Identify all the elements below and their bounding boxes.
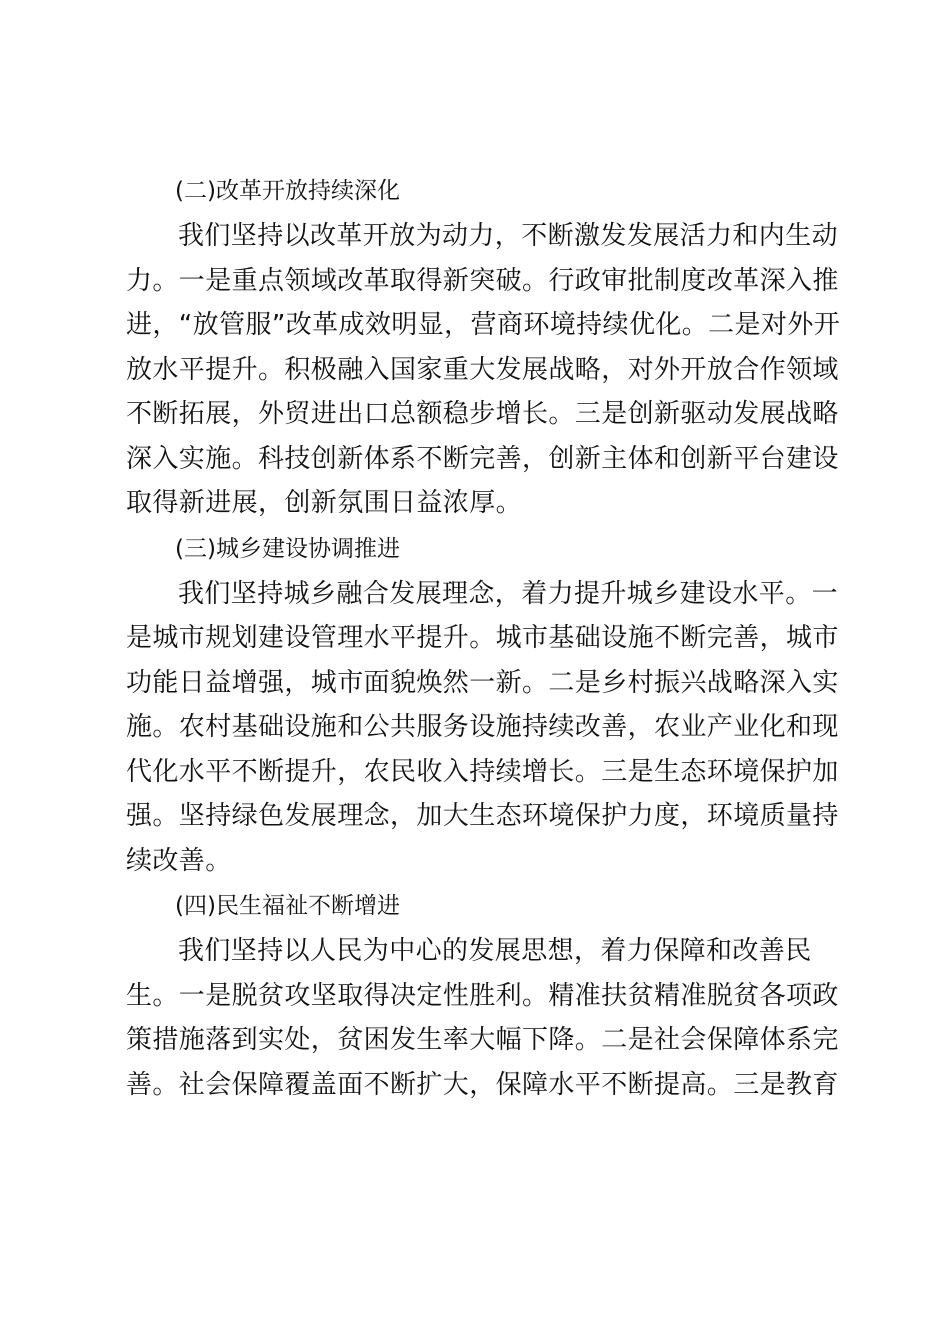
document-body: [126, 168, 841, 1107]
paragraph-reform-opening: [126, 214, 841, 526]
paragraph-line: 续改善。: [126, 845, 232, 876]
paragraph-line: 放水平提升。积极融入国家重大发展战略，对外开放合作领域: [126, 354, 839, 385]
paragraph-line: 我们坚持以改革开放为动力，不断激发发展活力和内生动: [178, 221, 839, 251]
paragraph-line: 功能日益增强，城市面貌焕然一新。二是乡村振兴战略深入实: [126, 667, 839, 698]
paragraph-livelihood: [126, 929, 839, 1107]
paragraph-line: 生。一是脱贫攻坚取得决定性胜利。精准扶贫精准脱贫各项政: [126, 980, 839, 1011]
paragraph-line: 深入实施。科技创新体系不断完善，创新主体和创新平台建设: [126, 443, 839, 474]
section-heading-livelihood: (四)民生福祉不断增进: [175, 893, 400, 919]
paragraph-line: 是城市规划建设管理水平提升。城市基础设施不断完善，城市: [126, 623, 839, 653]
paragraph-line: 我们坚持城乡融合发展理念，着力提升城乡建设水平。一: [178, 578, 839, 609]
paragraph-line: 强。坚持绿色发展理念，加大生态环境保护力度，环境质量持: [126, 801, 839, 831]
paragraph-line: 策措施落到实处，贫困发生率大幅下降。二是社会保障体系完: [126, 1025, 839, 1055]
paragraph-urban-rural: [126, 572, 839, 884]
section-heading-urban-rural: (三)城乡建设协调推进: [175, 535, 400, 562]
section-heading-reform-opening: (二)改革开放持续深化: [175, 178, 400, 204]
paragraph-line: 代化水平不断提升，农民收入持续增长。三是生态环境保护加: [126, 756, 839, 787]
paragraph-line: 不断拓展，外贸进出口总额稳步增长。三是创新驱动发展战略: [126, 399, 839, 429]
paragraph-line: 力。一是重点领域改革取得新突破。行政审批制度改革深入推: [126, 265, 839, 296]
paragraph-line: 进，“放管服”改革成效明显，营商环境持续优化。二是对外开: [126, 310, 841, 340]
paragraph-line: 取得新进展，创新氛围日益浓厚。: [126, 488, 523, 518]
paragraph-line: 施。农村基础设施和公共服务设施持续改善，农业产业化和现: [126, 712, 839, 742]
paragraph-line: 善。社会保障覆盖面不断扩大，保障水平不断提高。三是教育: [126, 1069, 839, 1100]
paragraph-line: 我们坚持以人民为中心的发展思想，着力保障和改善民: [178, 936, 812, 966]
